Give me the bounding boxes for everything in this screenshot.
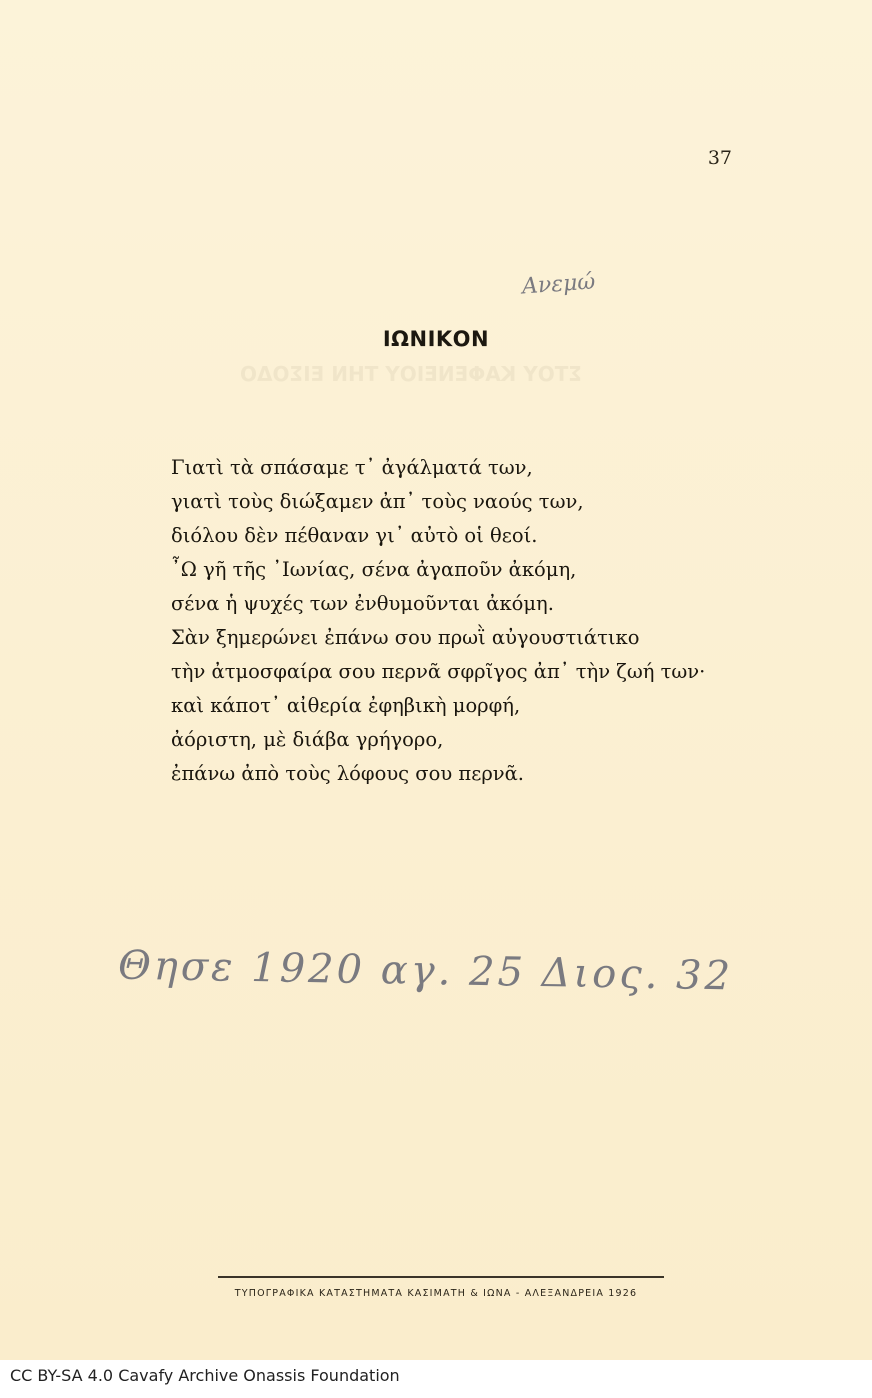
poem-line: Σὰν ξημερώνει ἐπάνω σου πρωῒ αὐγουστιάτικο [171,626,640,649]
poem-line: διόλου δὲν πέθαναν γι᾽ αὐτὸ οἱ θεοί. [171,524,538,547]
poem-line: Γιατὶ τὰ σπάσαμε τ᾽ ἀγάλματά των, [171,456,533,479]
poem-line: ἀόριστη, μὲ διάβα γρήγορο, [171,728,444,751]
poem-line: σένα ἡ ψυχές των ἐνθυμοῦνται ἀκόμη. [171,592,554,615]
footer-rule [218,1276,664,1278]
poem-line: ῏Ω γῆ τῆς ᾽Ιωνίας, σένα ἀγαποῦν ἀκόμη, [171,558,577,581]
show-through-text: ΣΤΟΥ ΚΑΦΕΝΕΙΟΥ ΤΗΝ ΕΙΣΟΔΟ [240,362,583,386]
handwritten-note-bottom: Θησε 1920 αγ. 25 Διος. 32 [117,942,734,1000]
printer-imprint: ΤΥΠΟΓΡΑΦΙΚΑ ΚΑΤΑΣΤΗΜΑΤΑ ΚΑΣΙΜΑΤΗ & ΙΩΝΑ - ΑΛΕΞΑΝΔΡΕΙΑ 1926 [234,1288,638,1299]
handwritten-note-top: Ανεμώ [521,269,597,300]
poem-title: ΙΩΝΙΚΟΝ [382,327,490,351]
poem-line: καὶ κάποτ᾽ αἰθερία ἐφηβικὴ μορφή, [171,694,521,717]
poem-line: τὴν ἀτμοσφαίρα σου περνᾶ σφρῖγος ἀπ᾽ τὴν ζωή των· [171,660,706,683]
license-credit: CC BY-SA 4.0 Cavafy Archive Onassis Foundation [10,1366,400,1385]
poem-line: γιατὶ τοὺς διώξαμεν ἀπ᾽ τοὺς ναούς των, [171,490,584,513]
poem-body [171,451,811,791]
page-number: 37 [707,147,732,169]
poem-line: ἐπάνω ἀπὸ τοὺς λόφους σου περνᾶ. [171,762,524,785]
credit-bar [0,1360,872,1398]
